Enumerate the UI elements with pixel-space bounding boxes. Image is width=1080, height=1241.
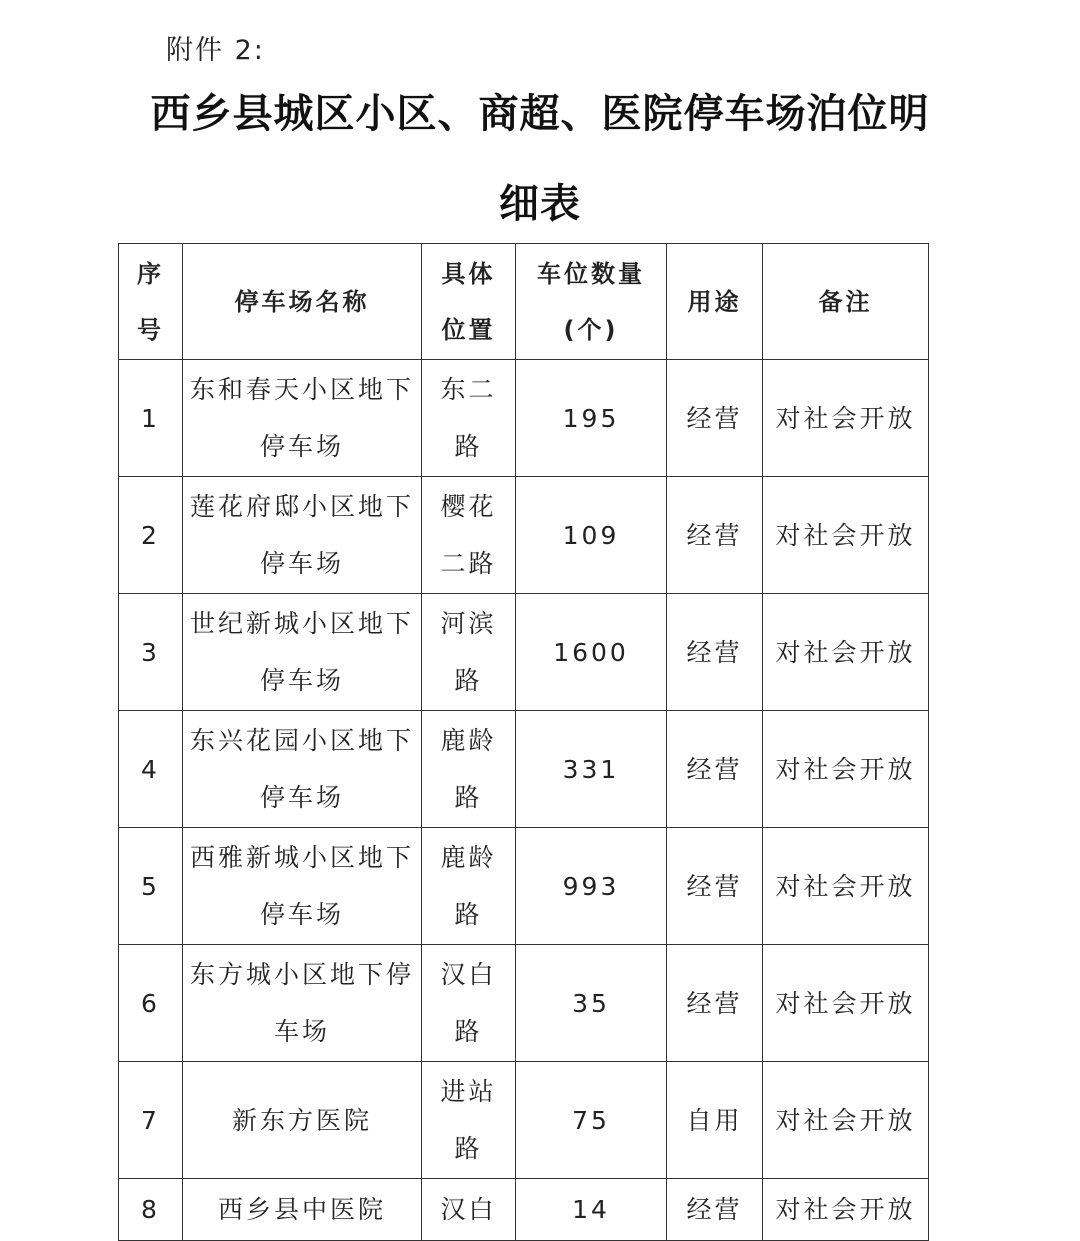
cell-usage: 经营 bbox=[667, 360, 763, 477]
cell-usage: 经营 bbox=[667, 477, 763, 594]
cell-remark: 对社会开放 bbox=[763, 945, 929, 1062]
cell-name: 东方城小区地下停 车场 bbox=[183, 945, 422, 1062]
cell-usage: 自用 bbox=[667, 1062, 763, 1179]
cell-location: 鹿龄 路 bbox=[422, 828, 516, 945]
cell-spaces: 1600 bbox=[516, 594, 667, 711]
cell-name: 西乡县中医院 bbox=[183, 1179, 422, 1241]
parking-table bbox=[118, 243, 929, 1241]
cell-spaces: 195 bbox=[516, 360, 667, 477]
header-spaces: 车位数量 (个) bbox=[516, 244, 667, 360]
cell-seq: 7 bbox=[119, 1062, 183, 1179]
table-row bbox=[119, 594, 929, 711]
cell-name: 世纪新城小区地下 停车场 bbox=[183, 594, 422, 711]
document-title-line2: 细表 bbox=[499, 181, 581, 227]
table-row bbox=[119, 711, 929, 828]
cell-name: 东和春天小区地下 停车场 bbox=[183, 360, 422, 477]
cell-remark: 对社会开放 bbox=[763, 477, 929, 594]
cell-remark: 对社会开放 bbox=[763, 1062, 929, 1179]
cell-location: 汉白 路 bbox=[422, 945, 516, 1062]
cell-remark: 对社会开放 bbox=[763, 360, 929, 477]
header-name: 停车场名称 bbox=[183, 244, 422, 360]
cell-location: 河滨 路 bbox=[422, 594, 516, 711]
cell-seq: 6 bbox=[119, 945, 183, 1062]
cell-name: 东兴花园小区地下 停车场 bbox=[183, 711, 422, 828]
cell-seq: 2 bbox=[119, 477, 183, 594]
cell-spaces: 75 bbox=[516, 1062, 667, 1179]
cell-usage: 经营 bbox=[667, 1179, 763, 1241]
cell-name: 莲花府邸小区地下 停车场 bbox=[183, 477, 422, 594]
attachment-label: 附件 2: bbox=[166, 35, 265, 66]
table-row bbox=[119, 1179, 929, 1241]
cell-name: 西雅新城小区地下 停车场 bbox=[183, 828, 422, 945]
cell-spaces: 993 bbox=[516, 828, 667, 945]
cell-seq: 4 bbox=[119, 711, 183, 828]
cell-seq: 1 bbox=[119, 360, 183, 477]
cell-location: 鹿龄 路 bbox=[422, 711, 516, 828]
table-row bbox=[119, 477, 929, 594]
header-location: 具体 位置 bbox=[422, 244, 516, 360]
cell-seq: 3 bbox=[119, 594, 183, 711]
header-usage: 用途 bbox=[667, 244, 763, 360]
cell-name: 新东方医院 bbox=[183, 1062, 422, 1179]
table-row bbox=[119, 828, 929, 945]
cell-usage: 经营 bbox=[667, 711, 763, 828]
cell-spaces: 109 bbox=[516, 477, 667, 594]
cell-remark: 对社会开放 bbox=[763, 828, 929, 945]
cell-location: 汉白 bbox=[422, 1179, 516, 1241]
cell-location: 樱花 二路 bbox=[422, 477, 516, 594]
cell-remark: 对社会开放 bbox=[763, 1179, 929, 1241]
table-row bbox=[119, 945, 929, 1062]
cell-remark: 对社会开放 bbox=[763, 594, 929, 711]
table-row bbox=[119, 360, 929, 477]
cell-spaces: 331 bbox=[516, 711, 667, 828]
cell-usage: 经营 bbox=[667, 594, 763, 711]
cell-remark: 对社会开放 bbox=[763, 711, 929, 828]
cell-spaces: 14 bbox=[516, 1179, 667, 1241]
header-seq: 序 号 bbox=[119, 244, 183, 360]
table-header-row bbox=[119, 244, 929, 360]
header-remark: 备注 bbox=[763, 244, 929, 360]
cell-usage: 经营 bbox=[667, 828, 763, 945]
cell-location: 进站 路 bbox=[422, 1062, 516, 1179]
document-title-line1: 西乡县城区小区、商超、医院停车场泊位明 bbox=[150, 91, 930, 137]
cell-seq: 8 bbox=[119, 1179, 183, 1241]
cell-spaces: 35 bbox=[516, 945, 667, 1062]
cell-usage: 经营 bbox=[667, 945, 763, 1062]
table-row bbox=[119, 1062, 929, 1179]
cell-location: 东二 路 bbox=[422, 360, 516, 477]
cell-seq: 5 bbox=[119, 828, 183, 945]
